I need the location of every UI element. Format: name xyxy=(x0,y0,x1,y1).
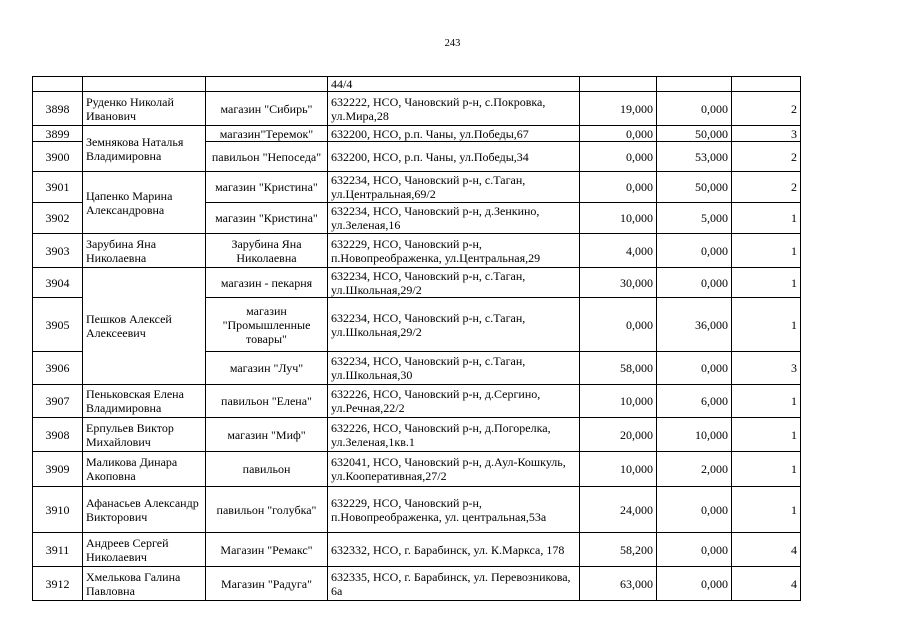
value-1 xyxy=(580,77,657,92)
value-2: 5,000 xyxy=(657,203,732,234)
category: 2 xyxy=(732,92,801,126)
value-2: 50,000 xyxy=(657,126,732,142)
category: 1 xyxy=(732,203,801,234)
table-row xyxy=(33,268,801,298)
category: 3 xyxy=(732,352,801,385)
shop-name xyxy=(206,77,328,92)
owner-name: Зарубина Яна Николаевна xyxy=(83,234,206,268)
category xyxy=(732,77,801,92)
row-number: 3904 xyxy=(33,268,83,298)
table-row xyxy=(33,77,801,92)
shop-name: магазин "Кристина" xyxy=(206,172,328,203)
table-row xyxy=(33,126,801,142)
row-number xyxy=(33,77,83,92)
row-number: 3911 xyxy=(33,533,83,567)
address: 632234, НСО, Чановский р-н, с.Таган, ул.Центральная,69/2 xyxy=(328,172,580,203)
value-1: 0,000 xyxy=(580,298,657,352)
table-row xyxy=(33,418,801,452)
value-2: 0,000 xyxy=(657,92,732,126)
value-1: 20,000 xyxy=(580,418,657,452)
category: 1 xyxy=(732,487,801,533)
address: 632234, НСО, Чановский р-н, с.Таган, ул.Школьная,29/2 xyxy=(328,298,580,352)
value-1: 0,000 xyxy=(580,142,657,172)
row-number: 3909 xyxy=(33,452,83,487)
page-number: 243 xyxy=(444,38,461,49)
value-2: 36,000 xyxy=(657,298,732,352)
shop-name: магазин "Промышленные товары" xyxy=(206,298,328,352)
value-1: 4,000 xyxy=(580,234,657,268)
value-1: 58,200 xyxy=(580,533,657,567)
category: 2 xyxy=(732,142,801,172)
value-2: 0,000 xyxy=(657,234,732,268)
value-1: 0,000 xyxy=(580,172,657,203)
shop-name: павильон "голубка" xyxy=(206,487,328,533)
owner-name: Хмелькова Галина Павловна xyxy=(83,567,206,601)
value-2: 2,000 xyxy=(657,452,732,487)
table-row xyxy=(33,452,801,487)
address: 44/4 xyxy=(328,77,580,92)
value-2: 10,000 xyxy=(657,418,732,452)
category: 1 xyxy=(732,452,801,487)
table-row xyxy=(33,92,801,126)
value-1: 58,000 xyxy=(580,352,657,385)
category: 1 xyxy=(732,385,801,418)
shop-name: павильон "Непоседа" xyxy=(206,142,328,172)
shop-name: Зарубина Яна Николаевна xyxy=(206,234,328,268)
shop-name: магазин - пекарня xyxy=(206,268,328,298)
owner-name: Пешков Алексей Алексеевич xyxy=(83,268,206,385)
shop-name: Магазин "Радуга" xyxy=(206,567,328,601)
shop-name: магазин "Сибирь" xyxy=(206,92,328,126)
value-2: 0,000 xyxy=(657,533,732,567)
owner-name xyxy=(83,77,206,92)
value-1: 10,000 xyxy=(580,385,657,418)
value-2: 53,000 xyxy=(657,142,732,172)
value-1: 0,000 xyxy=(580,126,657,142)
shop-name: магазин "Кристина" xyxy=(206,203,328,234)
value-2: 0,000 xyxy=(657,352,732,385)
table-row xyxy=(33,487,801,533)
category: 4 xyxy=(732,533,801,567)
table-row xyxy=(33,533,801,567)
shop-name: магазин "Миф" xyxy=(206,418,328,452)
table-row xyxy=(33,234,801,268)
category: 4 xyxy=(732,567,801,601)
category: 1 xyxy=(732,418,801,452)
value-1: 63,000 xyxy=(580,567,657,601)
shop-name: Магазин "Ремакс" xyxy=(206,533,328,567)
registry-table xyxy=(32,76,801,601)
address: 632234, НСО, Чановский р-н, с.Таган, ул.Школьная,29/2 xyxy=(328,268,580,298)
category: 1 xyxy=(732,268,801,298)
category: 3 xyxy=(732,126,801,142)
row-number: 3907 xyxy=(33,385,83,418)
owner-name: Андреев Сергей Николаевич xyxy=(83,533,206,567)
value-2: 0,000 xyxy=(657,567,732,601)
address: 632229, НСО, Чановский р-н, п.Новопреображенка, ул.Центральная,29 xyxy=(328,234,580,268)
value-2: 0,000 xyxy=(657,268,732,298)
owner-name: Афанасьев Александр Викторович xyxy=(83,487,206,533)
address: 632041, НСО, Чановский р-н, д.Аул-Кошкуль, ул.Кооперативная,27/2 xyxy=(328,452,580,487)
owner-name: Руденко Николай Иванович xyxy=(83,92,206,126)
shop-name: магазин "Луч" xyxy=(206,352,328,385)
owner-name: Маликова Динара Акоповна xyxy=(83,452,206,487)
shop-name: магазин"Теремок" xyxy=(206,126,328,142)
owner-name: Цапенко Марина Александровна xyxy=(83,172,206,234)
value-2 xyxy=(657,77,732,92)
address: 632222, НСО, Чановский р-н, с.Покровка, ул.Мира,28 xyxy=(328,92,580,126)
category: 1 xyxy=(732,234,801,268)
address: 632226, НСО, Чановский р-н, д.Сергино, ул.Речная,22/2 xyxy=(328,385,580,418)
table-row xyxy=(33,385,801,418)
address: 632229, НСО, Чановский р-н, п.Новопреображенка, ул. центральная,53а xyxy=(328,487,580,533)
value-1: 30,000 xyxy=(580,268,657,298)
row-number: 3908 xyxy=(33,418,83,452)
address: 632332, НСО, г. Барабинск, ул. К.Маркса, 178 xyxy=(328,533,580,567)
row-number: 3898 xyxy=(33,92,83,126)
row-number: 3900 xyxy=(33,142,83,172)
value-2: 0,000 xyxy=(657,487,732,533)
owner-name: Пеньковская Елена Владимировна xyxy=(83,385,206,418)
row-number: 3905 xyxy=(33,298,83,352)
value-2: 6,000 xyxy=(657,385,732,418)
category: 2 xyxy=(732,172,801,203)
value-1: 10,000 xyxy=(580,203,657,234)
shop-name: павильон "Елена" xyxy=(206,385,328,418)
row-number: 3901 xyxy=(33,172,83,203)
category: 1 xyxy=(732,298,801,352)
row-number: 3906 xyxy=(33,352,83,385)
value-1: 19,000 xyxy=(580,92,657,126)
value-1: 10,000 xyxy=(580,452,657,487)
value-2: 50,000 xyxy=(657,172,732,203)
address: 632335, НСО, г. Барабинск, ул. Перевозникова, 6а xyxy=(328,567,580,601)
row-number: 3903 xyxy=(33,234,83,268)
address: 632200, НСО, р.п. Чаны, ул.Победы,67 xyxy=(328,126,580,142)
address: 632200, НСО, р.п. Чаны, ул.Победы,34 xyxy=(328,142,580,172)
row-number: 3902 xyxy=(33,203,83,234)
value-1: 24,000 xyxy=(580,487,657,533)
row-number: 3910 xyxy=(33,487,83,533)
owner-name: Ерпульев Виктор Михайлович xyxy=(83,418,206,452)
row-number: 3899 xyxy=(33,126,83,142)
shop-name: павильон xyxy=(206,452,328,487)
address: 632234, НСО, Чановский р-н, д.Зенкино, ул.Зеленая,16 xyxy=(328,203,580,234)
address: 632226, НСО, Чановский р-н, д.Погорелка, ул.Зеленая,1кв.1 xyxy=(328,418,580,452)
address: 632234, НСО, Чановский р-н, с.Таган, ул.Школьная,30 xyxy=(328,352,580,385)
owner-name: Земнякова Наталья Владимировна xyxy=(83,126,206,172)
table-row xyxy=(33,567,801,601)
table-row xyxy=(33,172,801,203)
row-number: 3912 xyxy=(33,567,83,601)
